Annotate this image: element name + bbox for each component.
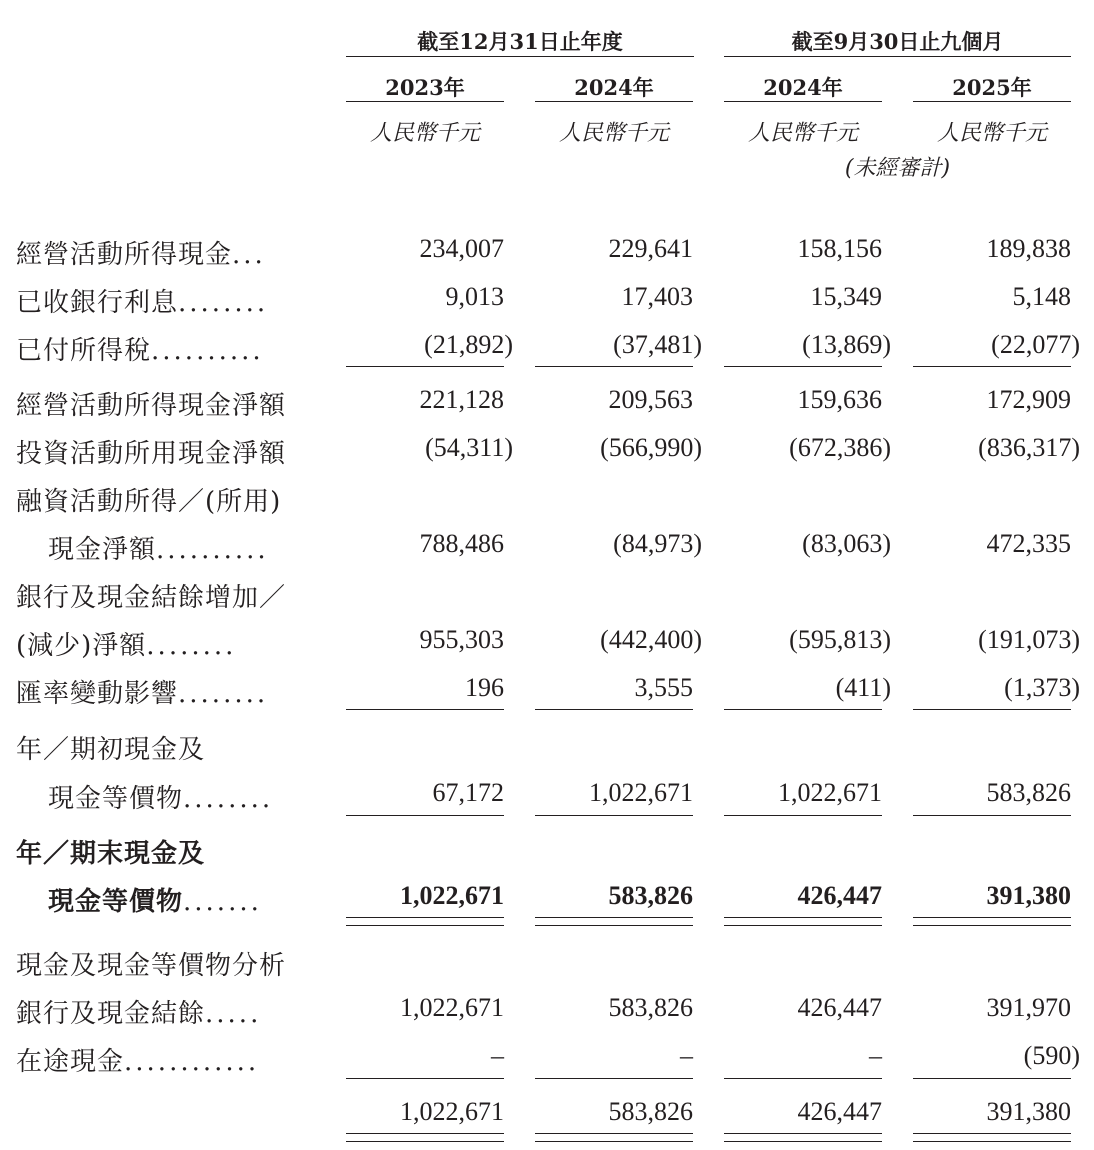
total-rule-bottom [724, 925, 882, 926]
subtotal-rule [535, 1078, 693, 1079]
row-label: 現金等價物........ [48, 784, 274, 814]
cell-value: 17,403 [621, 282, 693, 311]
cell-value: (84,973) [613, 529, 702, 558]
total-rule-top [913, 1133, 1071, 1134]
row-label: 經營活動所得現金淨額 [16, 391, 287, 421]
cell-value: – [869, 1041, 882, 1070]
cell-value: 5,148 [1012, 282, 1071, 311]
cell-value: 221,128 [419, 385, 504, 414]
row-label: 已付所得稅.......... [16, 336, 264, 366]
subtotal-rule [346, 366, 504, 367]
subtotal-rule [535, 366, 693, 367]
cell-value: 391,970 [986, 993, 1071, 1022]
cell-value: (191,073) [978, 625, 1080, 654]
cell-value: 391,380 [986, 881, 1071, 910]
unit-label-1: 人民幣千元 [369, 121, 480, 146]
total-rule-bottom [913, 1141, 1071, 1142]
cell-value: (411) [835, 673, 891, 702]
row-label: 銀行及現金結餘增加／ [16, 583, 287, 613]
cell-value: (54,311) [425, 433, 513, 462]
year-header-2: 2024年 [574, 75, 654, 100]
unit-label-4: 人民幣千元 [936, 121, 1047, 146]
total-rule-bottom [535, 1141, 693, 1142]
subtotal-rule [913, 366, 1071, 367]
cell-value: 1,022,671 [589, 778, 693, 807]
cell-value: (442,400) [600, 625, 702, 654]
row-label: (減少)淨額........ [16, 631, 237, 661]
subtotal-rule [913, 709, 1071, 710]
row-label: 現金淨額.......... [48, 535, 269, 565]
cell-value: 583,826 [608, 881, 693, 910]
total-rule-top [535, 917, 693, 918]
subtotal-rule [535, 815, 693, 816]
cell-value: (83,063) [802, 529, 891, 558]
cell-value: (1,373) [1004, 673, 1080, 702]
total-rule-top [535, 1133, 693, 1134]
cell-value: 229,641 [608, 234, 693, 263]
cell-value: 583,826 [986, 778, 1071, 807]
total-rule-top [346, 1133, 504, 1134]
header-group-rule-2 [724, 56, 1071, 57]
subtotal-rule [346, 709, 504, 710]
cell-value: (22,077) [991, 330, 1080, 359]
year-rule-2 [535, 101, 693, 102]
cell-value: (13,869) [802, 330, 891, 359]
row-label: 融資活動所得／(所用) [16, 487, 282, 517]
row-label: 現金及現金等價物分析 [16, 951, 287, 981]
cell-value: (595,813) [789, 625, 891, 654]
cell-value: 426,447 [797, 1097, 882, 1126]
subtotal-rule [535, 709, 693, 710]
cell-value: 583,826 [608, 1097, 693, 1126]
row-label: 已收銀行利息........ [16, 288, 269, 318]
cell-value: 426,447 [797, 993, 882, 1022]
subtotal-rule [724, 1078, 882, 1079]
cell-value: (37,481) [613, 330, 702, 359]
cell-value: (21,892) [424, 330, 513, 359]
cell-value: 391,380 [986, 1097, 1071, 1126]
cell-value: 472,335 [986, 529, 1071, 558]
cell-value: (566,990) [600, 433, 702, 462]
row-label: 在途現金............ [16, 1047, 260, 1077]
unaudited-note: (未經審計) [844, 156, 951, 181]
unit-label-2: 人民幣千元 [558, 121, 669, 146]
row-label: 銀行及現金結餘..... [16, 999, 262, 1029]
cell-value: 955,303 [419, 625, 504, 654]
year-header-4: 2025年 [952, 75, 1032, 100]
row-label: 現金等價物....... [48, 887, 262, 917]
cell-value: (672,386) [789, 433, 891, 462]
cell-value: 1,022,671 [400, 1097, 504, 1126]
cell-value: 1,022,671 [400, 993, 504, 1022]
total-rule-bottom [724, 1141, 882, 1142]
cell-value: (836,317) [978, 433, 1080, 462]
cell-value: 172,909 [986, 385, 1071, 414]
total-rule-bottom [346, 925, 504, 926]
total-rule-bottom [535, 925, 693, 926]
cell-value: 788,486 [419, 529, 504, 558]
row-label: 年／期初現金及 [16, 735, 206, 765]
cell-value: – [680, 1041, 693, 1070]
subtotal-rule [724, 366, 882, 367]
cell-value: 1,022,671 [778, 778, 882, 807]
cell-value: 189,838 [986, 234, 1071, 263]
row-label: 投資活動所用現金淨額 [16, 439, 287, 469]
cell-value: 583,826 [608, 993, 693, 1022]
cell-value: 1,022,671 [400, 881, 504, 910]
row-label: 年／期末現金及 [16, 839, 206, 869]
row-label: 匯率變動影響........ [16, 679, 269, 709]
cell-value: (590) [1023, 1041, 1080, 1070]
subtotal-rule [913, 1078, 1071, 1079]
subtotal-rule [346, 1078, 504, 1079]
subtotal-rule [913, 815, 1071, 816]
total-rule-top [913, 917, 1071, 918]
year-rule-1 [346, 101, 504, 102]
total-rule-top [724, 917, 882, 918]
cell-value: 3,555 [634, 673, 693, 702]
cell-value: 9,013 [445, 282, 504, 311]
total-rule-top [346, 917, 504, 918]
row-label: 經營活動所得現金... [16, 240, 266, 270]
year-rule-4 [913, 101, 1071, 102]
header-group-nine-months: 截至9月30日止九個月 [791, 29, 1004, 54]
cell-value: 158,156 [797, 234, 882, 263]
unit-label-3: 人民幣千元 [747, 121, 858, 146]
year-header-1: 2023年 [385, 75, 465, 100]
cell-value: 209,563 [608, 385, 693, 414]
year-header-3: 2024年 [763, 75, 843, 100]
total-rule-top [724, 1133, 882, 1134]
cell-value: 196 [465, 673, 504, 702]
subtotal-rule [346, 815, 504, 816]
total-rule-bottom [346, 1141, 504, 1142]
cell-value: 67,172 [432, 778, 504, 807]
total-rule-bottom [913, 925, 1071, 926]
cell-value: 15,349 [810, 282, 882, 311]
cell-value: 159,636 [797, 385, 882, 414]
cell-value: 234,007 [419, 234, 504, 263]
subtotal-rule [724, 815, 882, 816]
cell-value: 426,447 [797, 881, 882, 910]
year-rule-3 [724, 101, 882, 102]
header-group-rule-1 [346, 56, 694, 57]
header-group-year: 截至12月31日止年度 [417, 29, 623, 54]
cell-value: – [491, 1041, 504, 1070]
subtotal-rule [724, 709, 882, 710]
